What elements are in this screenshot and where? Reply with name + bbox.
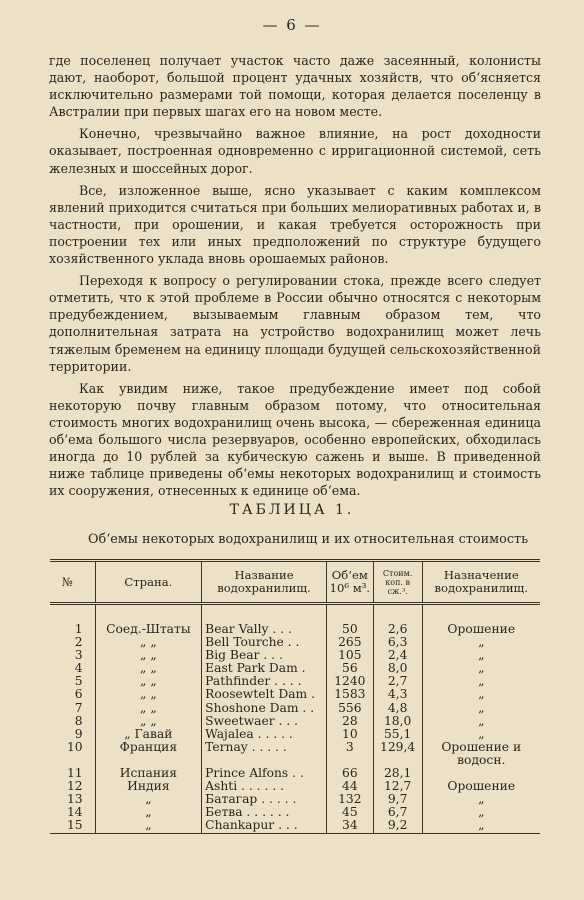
cell-purpose: „ (422, 715, 540, 728)
cell-purpose: „ (422, 662, 540, 675)
cell-name: Бетва . . . . . . (202, 806, 327, 819)
cell-name: Bell Tourche . . (202, 636, 327, 649)
cell-volume: 45 (326, 806, 373, 819)
table-header-row (50, 561, 540, 604)
cell-purpose: Орошение (422, 780, 540, 793)
cell-purpose: „ (422, 793, 540, 806)
cell-cost: 9,7 (373, 793, 422, 806)
paragraph: Все, изложенное выше, ясно указывает с каким комплексом явлений приходится считаться при больших мелиоративных работах и, в частности, при орошении, и какая требуется осторожность при построении тех или иных предположений по структуре будущего хозяйственного уклада вновь орошаемых районов. (49, 182, 541, 267)
cell-name: Ternay . . . . . (202, 741, 327, 767)
cell-cost: 9,2 (373, 819, 422, 834)
cell-name: Chankapur . . . (202, 819, 327, 834)
cell-num: 14 (66, 805, 83, 820)
cell-name: Sweetwaer . . . (202, 715, 327, 728)
cell-purpose: „ (422, 819, 540, 834)
header-cost: Стоим. коп. в сж.³. (373, 561, 422, 604)
cell-country: „ „ (95, 675, 202, 688)
cell-purpose: Орошение (422, 623, 540, 636)
cell-cost: 28,1 (373, 767, 422, 780)
table-row (50, 819, 540, 834)
cell-cost: 2,7 (373, 675, 422, 688)
cell-num: 7 (74, 700, 83, 715)
cell-cost: 4,3 (373, 688, 422, 701)
table-subcaption: Об‘емы некоторых водохранилищ и их относительная стоимость (88, 532, 529, 547)
cell-name: Roosewtelt Dam . (202, 688, 327, 701)
cell-purpose: Орошение и водосн. (422, 741, 540, 767)
header-num: № (50, 561, 95, 604)
cell-country: „ „ (95, 662, 202, 675)
cell-cost: 4,8 (373, 702, 422, 715)
cell-name: Prince Alfons . . (202, 767, 327, 780)
cell-name: Big Bear . . . (202, 649, 327, 662)
cell-volume: 28 (326, 715, 373, 728)
cell-name: Bear Vally . . . (202, 623, 327, 636)
header-country: Страна. (95, 561, 202, 604)
table-spacer-row (50, 604, 540, 624)
cell-purpose: „ (422, 649, 540, 662)
cell-purpose: „ (422, 702, 540, 715)
cell-volume: 56 (326, 662, 373, 675)
cell-num: 9 (74, 726, 83, 741)
cell-num: 10 (66, 739, 83, 754)
cell-volume: 265 (326, 636, 373, 649)
cell-num: 8 (74, 713, 83, 728)
paragraph: Переходя к вопросу о регулировании стока, прежде всего следует отметить, что к этой проблеме в России обычно относятся с некоторым предубеждением, вызываемым главным образом тем, что дополнительная затрата на устройство водохранилищ может лечь тяжелым бременем на единицу площади будущей сельскохозяйственной территории. (49, 273, 541, 374)
cell-volume: 1240 (326, 675, 373, 688)
cell-cost: 18,0 (373, 715, 422, 728)
cell-purpose: „ (422, 728, 540, 741)
cell-cost: 8,0 (373, 662, 422, 675)
cell-country: „ „ (95, 702, 202, 715)
cell-num: 3 (74, 648, 83, 663)
cell-name: East Park Dam . (202, 662, 327, 675)
cell-cost: 6,3 (373, 636, 422, 649)
cell-purpose: „ (422, 675, 540, 688)
cell-purpose: „ (422, 688, 540, 701)
cell-cost: 12,7 (373, 780, 422, 793)
cell-name: Wajalea . . . . . (202, 728, 327, 741)
table-row (50, 688, 540, 701)
cell-volume: 10 (326, 728, 373, 741)
header-name: Название водохранилищ. (202, 561, 327, 604)
cell-cost: 55,1 (373, 728, 422, 741)
cell-country: „ Гавай (95, 728, 202, 741)
cell-cost: 2,6 (373, 623, 422, 636)
cell-num: 11 (66, 765, 83, 780)
header-purpose: Назначение водохранилищ. (422, 561, 540, 604)
table-row (50, 636, 540, 649)
body-text (49, 52, 541, 504)
table-row (50, 767, 540, 780)
table-caption: ТАБЛИЦА 1. (229, 502, 355, 518)
cell-volume: 132 (326, 793, 373, 806)
cell-country: Франция (95, 741, 202, 767)
cell-volume: 34 (326, 819, 373, 834)
cell-num: 6 (74, 687, 83, 702)
cell-country: „ (95, 806, 202, 819)
cell-num: 4 (74, 661, 83, 676)
table-row (50, 715, 540, 728)
cell-volume: 556 (326, 702, 373, 715)
table-row (50, 741, 540, 767)
header-volume: Об‘ем 10⁶ м³. (326, 561, 373, 604)
table-row (50, 793, 540, 806)
cell-purpose (422, 767, 540, 780)
cell-country: „ „ (95, 649, 202, 662)
cell-num: 15 (50, 819, 95, 834)
cell-country: „ (95, 819, 202, 834)
cell-num: 1 (74, 622, 83, 636)
cell-num: 2 (74, 635, 83, 650)
cell-country: Индия (95, 780, 202, 793)
cell-country: „ „ (95, 688, 202, 701)
cell-purpose: „ (422, 636, 540, 649)
paragraph: где поселенец получает участок часто даже засеянный, колонисты дают, наоборот, большой процент удачных хозяйств, что об‘ясняется исключительно размерами той помощи, которая делается поселенцу в Австралии при первых шагах его на новом месте. (49, 53, 541, 120)
cell-country: Соед.-Штаты (95, 623, 202, 636)
paragraph: Как увидим ниже, такое предубеждение имеет под собой некоторую почву главным образом потому, что относительная стоимость многих водохранилищ очень высока, — сбереженная единица об‘ема большого числа резервуаров, особенно европейских, обходилась иногда до 10 рублей за кубическую сажень и выше. В приведенной ниже таблице приведены об‘емы некоторых водохранилищ и стоимость их сооружения, отнесенных к единице об‘ема. (49, 380, 541, 499)
cell-purpose: „ (422, 806, 540, 819)
cell-country: Испания (95, 767, 202, 780)
cell-country: „ „ (95, 715, 202, 728)
page-number: — 6 — (262, 16, 322, 34)
cell-name: Батагар . . . . . (202, 793, 327, 806)
cell-num: 12 (66, 778, 83, 793)
paragraph: Конечно, чрезвычайно важное влияние, на рост доходности оказывает, построенная одновременно с ирригационной системой, сеть железных и шоссейных дорог. (49, 126, 541, 176)
cell-volume: 44 (326, 780, 373, 793)
cell-num: 13 (66, 792, 83, 807)
reservoir-table (50, 559, 540, 834)
cell-cost: 129,4 (373, 741, 422, 767)
cell-volume: 66 (326, 767, 373, 780)
cell-num: 5 (74, 674, 83, 689)
cell-name: Pathfinder . . . . (202, 675, 327, 688)
table-row (50, 702, 540, 715)
cell-country: „ (95, 793, 202, 806)
cell-volume: 50 (326, 623, 373, 636)
cell-cost: 6,7 (373, 806, 422, 819)
cell-volume: 1583 (326, 688, 373, 701)
table-body (50, 604, 540, 834)
cell-volume: 3 (326, 741, 373, 767)
cell-name: Shoshone Dam . . (202, 702, 327, 715)
cell-cost: 2,4 (373, 649, 422, 662)
table-row (50, 728, 540, 741)
cell-country: „ „ (95, 636, 202, 649)
cell-volume: 105 (326, 649, 373, 662)
cell-name: Ashti . . . . . . (202, 780, 327, 793)
